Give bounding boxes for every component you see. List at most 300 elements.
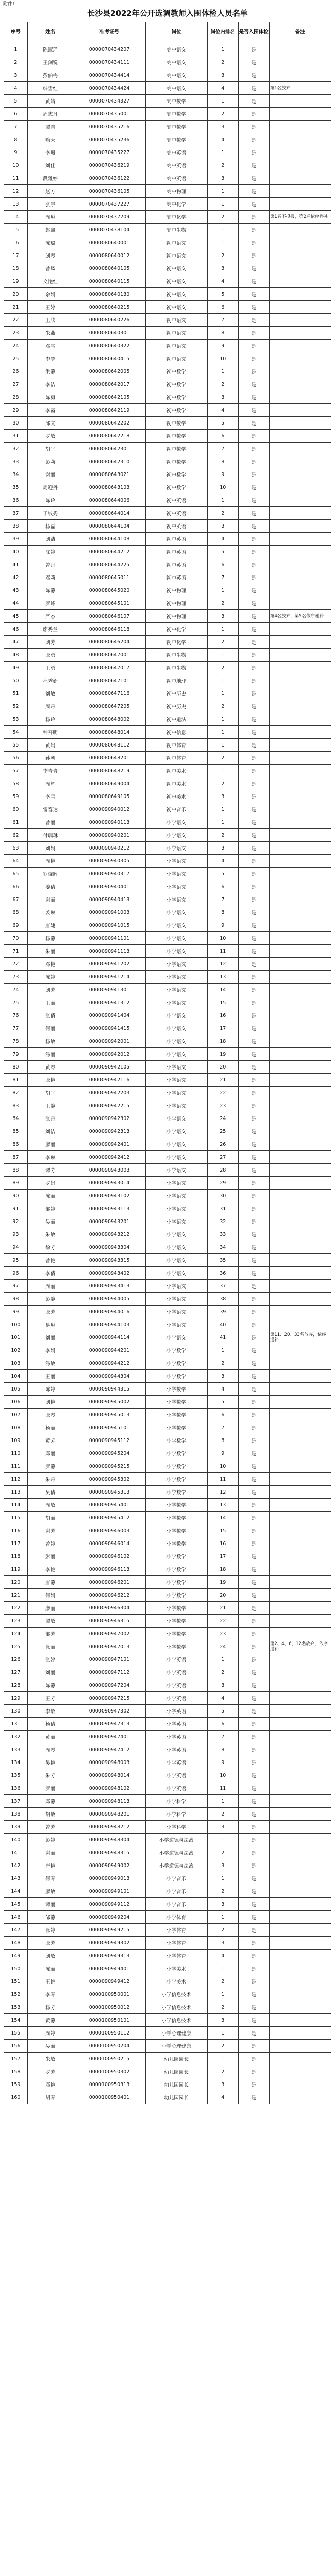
cell-rank: 22 (207, 1087, 238, 1099)
table-row (4, 121, 331, 133)
table-row (4, 146, 331, 159)
cell-remarks (269, 1190, 331, 1202)
cell-shortlisted: 是 (238, 1177, 269, 1190)
cell-exam-id: 0000090949302 (73, 1937, 145, 1950)
cell-rank: 10 (207, 1769, 238, 1782)
cell-index: 23 (4, 327, 28, 340)
cell-name: 杨芳 (27, 2001, 73, 2014)
cell-rank: 2 (207, 636, 238, 649)
cell-shortlisted: 是 (238, 121, 269, 133)
cell-position: 高中物理 (145, 185, 207, 198)
cell-exam-id: 0000090946212 (73, 1589, 145, 1602)
cell-remarks (269, 404, 331, 417)
cell-position: 初中英语 (145, 546, 207, 558)
cell-rank: 1 (207, 649, 238, 662)
table-body (4, 43, 331, 2104)
table-row (4, 1022, 331, 1035)
table-row (4, 1782, 331, 1795)
cell-remarks (269, 468, 331, 481)
cell-position: 小学数学 (145, 1589, 207, 1602)
table-row (4, 1473, 331, 1486)
cell-position: 初中音乐 (145, 803, 207, 816)
cell-index: 37 (4, 507, 28, 520)
cell-shortlisted: 是 (238, 996, 269, 1009)
cell-index: 57 (4, 765, 28, 777)
cell-remarks (269, 1808, 331, 1821)
cell-position: 小学数学 (145, 1434, 207, 1447)
cell-rank: 3 (207, 790, 238, 803)
cell-position: 小学语文 (145, 1293, 207, 1306)
cell-remarks (269, 507, 331, 520)
table-row (4, 1035, 331, 1048)
cell-shortlisted: 是 (238, 1138, 269, 1151)
cell-remarks (269, 558, 331, 571)
cell-position: 小学英语 (145, 1743, 207, 1756)
cell-position: 小学科学 (145, 1821, 207, 1834)
cell-rank: 2 (207, 1357, 238, 1370)
cell-exam-id: 0000090941113 (73, 945, 145, 958)
cell-rank: 2 (207, 1924, 238, 1937)
cell-index: 72 (4, 958, 28, 971)
cell-shortlisted: 是 (238, 56, 269, 69)
cell-index: 128 (4, 1679, 28, 1692)
table-row (4, 1975, 331, 1988)
cell-rank: 8 (207, 906, 238, 919)
cell-position: 小学语文 (145, 1190, 207, 1202)
cell-exam-id: 0000090946201 (73, 1576, 145, 1589)
table-row (4, 777, 331, 790)
cell-index: 129 (4, 1692, 28, 1705)
cell-shortlisted: 是 (238, 198, 269, 211)
cell-index: 45 (4, 610, 28, 623)
cell-name: 周敏 (27, 1499, 73, 1512)
cell-rank: 7 (207, 314, 238, 327)
cell-shortlisted: 是 (238, 752, 269, 765)
cell-name: 洪静 (27, 365, 73, 378)
table-row (4, 1383, 331, 1396)
cell-shortlisted: 是 (238, 1718, 269, 1731)
cell-name: 沈婷 (27, 546, 73, 558)
table-header-row (4, 22, 331, 43)
cell-index: 79 (4, 1048, 28, 1061)
cell-shortlisted: 是 (238, 1331, 269, 1344)
cell-index: 85 (4, 1125, 28, 1138)
cell-shortlisted: 是 (238, 1743, 269, 1756)
cell-name: 黄芳 (27, 1434, 73, 1447)
table-row (4, 1808, 331, 1821)
table-row (4, 996, 331, 1009)
cell-shortlisted: 是 (238, 133, 269, 146)
cell-name: 黄娟 (27, 739, 73, 752)
cell-shortlisted: 是 (238, 1190, 269, 1202)
cell-index: 41 (4, 558, 28, 571)
cell-rank: 5 (207, 1705, 238, 1718)
table-row (4, 1924, 331, 1937)
cell-index: 158 (4, 2065, 28, 2078)
cell-position: 初中历史 (145, 700, 207, 713)
cell-exam-id: 0000080644014 (73, 507, 145, 520)
cell-name: 段雅婷 (27, 172, 73, 185)
cell-position: 初中数学 (145, 378, 207, 391)
cell-name: 刘芳 (27, 984, 73, 996)
cell-position: 小学英语 (145, 1692, 207, 1705)
table-row (4, 674, 331, 687)
cell-exam-id: 0000070438104 (73, 224, 145, 236)
cell-shortlisted: 是 (238, 2027, 269, 2040)
cell-exam-id: 0000070434207 (73, 43, 145, 56)
table-row (4, 249, 331, 262)
cell-shortlisted: 是 (238, 777, 269, 790)
cell-position: 小学数学 (145, 1409, 207, 1421)
cell-name: 朱燕 (27, 327, 73, 340)
cell-position: 小学数学 (145, 1640, 207, 1653)
cell-position: 小学语文 (145, 893, 207, 906)
cell-exam-id: 0000090946014 (73, 1537, 145, 1550)
table-row (4, 1370, 331, 1383)
cell-rank: 13 (207, 971, 238, 984)
cell-name: 唐婕 (27, 919, 73, 932)
cell-shortlisted: 是 (238, 236, 269, 249)
cell-rank: 3 (207, 1821, 238, 1834)
cell-position: 小学语文 (145, 958, 207, 971)
cell-position: 小学英语 (145, 1653, 207, 1666)
cell-rank: 1 (207, 494, 238, 507)
cell-remarks (269, 1177, 331, 1190)
table-row (4, 649, 331, 662)
cell-rank: 19 (207, 1576, 238, 1589)
table-row (4, 752, 331, 765)
cell-index: 100 (4, 1318, 28, 1331)
cell-remarks (269, 1473, 331, 1486)
cell-index: 34 (4, 468, 28, 481)
cell-index: 58 (4, 777, 28, 790)
cell-position: 小学语文 (145, 1228, 207, 1241)
cell-rank: 3 (207, 262, 238, 275)
cell-name: 胡平 (27, 1087, 73, 1099)
cell-index: 122 (4, 1602, 28, 1615)
cell-position: 小学数学 (145, 1628, 207, 1640)
cell-remarks (269, 108, 331, 121)
cell-exam-id: 0000090946304 (73, 1602, 145, 1615)
cell-exam-id: 0000080647017 (73, 662, 145, 674)
cell-position: 小学语文 (145, 1125, 207, 1138)
cell-index: 32 (4, 443, 28, 455)
cell-remarks (269, 1061, 331, 1074)
cell-shortlisted: 是 (238, 584, 269, 597)
table-row (4, 301, 331, 314)
cell-index: 152 (4, 1988, 28, 2001)
cell-position: 小学语文 (145, 816, 207, 829)
cell-name: 吴丽 (27, 2040, 73, 2053)
cell-name: 罗芳 (27, 2065, 73, 2078)
cell-index: 49 (4, 662, 28, 674)
cell-rank: 3 (207, 172, 238, 185)
cell-index: 151 (4, 1975, 28, 1988)
cell-rank: 17 (207, 1550, 238, 1563)
cell-remarks (269, 1537, 331, 1550)
cell-remarks (269, 765, 331, 777)
cell-remarks (269, 855, 331, 868)
cell-name: 于纹秀 (27, 507, 73, 520)
cell-index: 70 (4, 932, 28, 945)
cell-name: 刘敏 (27, 687, 73, 700)
cell-shortlisted: 是 (238, 1370, 269, 1383)
cell-index: 148 (4, 1937, 28, 1950)
table-row (4, 340, 331, 352)
cell-remarks (269, 984, 331, 996)
table-row (4, 1537, 331, 1550)
cell-remarks (269, 636, 331, 649)
cell-shortlisted: 是 (238, 1396, 269, 1409)
cell-rank: 2 (207, 829, 238, 842)
cell-rank: 5 (207, 288, 238, 301)
cell-rank: 1 (207, 1988, 238, 2001)
cell-shortlisted: 是 (238, 1151, 269, 1164)
cell-name: 姜倩 (27, 880, 73, 893)
cell-position: 小学数学 (145, 1499, 207, 1512)
cell-remarks (269, 996, 331, 1009)
cell-name: 姜琳 (27, 906, 73, 919)
cell-index: 106 (4, 1396, 28, 1409)
cell-remarks (269, 945, 331, 958)
table-row (4, 43, 331, 56)
cell-index: 43 (4, 584, 28, 597)
cell-remarks (269, 494, 331, 507)
cell-index: 91 (4, 1202, 28, 1215)
cell-name: 胡丽 (27, 1512, 73, 1524)
cell-exam-id: 0000090945401 (73, 1499, 145, 1512)
cell-remarks (269, 1962, 331, 1975)
cell-shortlisted: 是 (238, 1524, 269, 1537)
cell-name: 胡敏 (27, 1808, 73, 1821)
cell-exam-id: 0000070435216 (73, 121, 145, 133)
cell-rank: 2 (207, 211, 238, 224)
cell-shortlisted: 是 (238, 1486, 269, 1499)
table-row (4, 455, 331, 468)
cell-remarks (269, 365, 331, 378)
cell-shortlisted: 是 (238, 687, 269, 700)
table-row (4, 880, 331, 893)
table-row (4, 1215, 331, 1228)
cell-index: 120 (4, 1576, 28, 1589)
cell-index: 134 (4, 1756, 28, 1769)
table-row (4, 945, 331, 958)
cell-index: 6 (4, 108, 28, 121)
cell-name: 张倩 (27, 1009, 73, 1022)
table-row (4, 1447, 331, 1460)
cell-exam-id: 0000080640012 (73, 249, 145, 262)
table-row (4, 1357, 331, 1370)
cell-remarks (269, 1421, 331, 1434)
cell-exam-id: 0000090940201 (73, 829, 145, 842)
cell-remarks (269, 481, 331, 494)
cell-remarks (269, 2078, 331, 2091)
table-row (4, 108, 331, 121)
cell-position: 小学心理健康 (145, 2040, 207, 2053)
cell-index: 2 (4, 56, 28, 69)
table-row (4, 211, 331, 224)
cell-name: 汤丽 (27, 1048, 73, 1061)
cell-name: 刘佳 (27, 159, 73, 172)
cell-rank: 1 (207, 198, 238, 211)
cell-position: 高中语文 (145, 82, 207, 95)
cell-rank: 1 (207, 1911, 238, 1924)
cell-name: 邱文 (27, 417, 73, 430)
cell-shortlisted: 是 (238, 803, 269, 816)
cell-position: 小学语文 (145, 1035, 207, 1048)
attachment-label: 附件1 (3, 2, 15, 7)
cell-index: 97 (4, 1280, 28, 1293)
table-row (4, 430, 331, 443)
cell-exam-id: 0000090945112 (73, 1434, 145, 1447)
cell-name: 陈静 (27, 584, 73, 597)
cell-remarks (269, 1782, 331, 1795)
cell-exam-id: 0000080644006 (73, 494, 145, 507)
cell-remarks (269, 262, 331, 275)
cell-rank: 1 (207, 146, 238, 159)
cell-index: 64 (4, 855, 28, 868)
cell-index: 74 (4, 984, 28, 996)
cell-remarks (269, 159, 331, 172)
table-row (4, 2078, 331, 2091)
table-row (4, 893, 331, 906)
cell-name: 胡琴 (27, 2091, 73, 2104)
table-row (4, 1190, 331, 1202)
cell-shortlisted: 是 (238, 1911, 269, 1924)
cell-remarks (269, 1937, 331, 1950)
table-row (4, 1164, 331, 1177)
cell-shortlisted: 是 (238, 1692, 269, 1705)
cell-exam-id: 0000090943402 (73, 1267, 145, 1280)
cell-rank: 30 (207, 1190, 238, 1202)
cell-index: 40 (4, 546, 28, 558)
cell-exam-id: 0000080644104 (73, 520, 145, 533)
cell-rank: 15 (207, 1524, 238, 1537)
cell-name: 谭敏 (27, 1615, 73, 1628)
table-row (4, 352, 331, 365)
cell-shortlisted: 是 (238, 301, 269, 314)
cell-exam-id: 0000090943113 (73, 1202, 145, 1215)
table-row (4, 1756, 331, 1769)
cell-shortlisted: 是 (238, 1473, 269, 1486)
cell-position: 小学语文 (145, 829, 207, 842)
table-row (4, 1009, 331, 1022)
table-row (4, 1524, 331, 1537)
cell-rank: 2 (207, 378, 238, 391)
cell-name: 周琴 (27, 1743, 73, 1756)
cell-name: 廖秀兰 (27, 623, 73, 636)
cell-shortlisted: 是 (238, 340, 269, 352)
cell-exam-id: 0000090949101 (73, 1885, 145, 1898)
cell-shortlisted: 是 (238, 558, 269, 571)
cell-name: 彭婷 (27, 1834, 73, 1846)
cell-rank: 1 (207, 765, 238, 777)
cell-remarks (269, 1602, 331, 1615)
cell-position: 小学语文 (145, 1215, 207, 1228)
cell-shortlisted: 是 (238, 1099, 269, 1112)
cell-shortlisted: 是 (238, 1950, 269, 1962)
cell-remarks (269, 880, 331, 893)
cell-remarks (269, 1885, 331, 1898)
cell-rank: 1 (207, 803, 238, 816)
cell-remarks (269, 69, 331, 82)
cell-remarks (269, 520, 331, 533)
table-row (4, 932, 331, 945)
cell-index: 145 (4, 1898, 28, 1911)
cell-shortlisted: 是 (238, 1357, 269, 1370)
cell-remarks (269, 224, 331, 236)
cell-name: 吴倩 (27, 1486, 73, 1499)
cell-index: 16 (4, 236, 28, 249)
cell-exam-id: 0000080643021 (73, 468, 145, 481)
cell-rank: 1 (207, 1962, 238, 1975)
cell-remarks (269, 971, 331, 984)
cell-index: 144 (4, 1885, 28, 1898)
cell-shortlisted: 是 (238, 249, 269, 262)
cell-name: 邓莉 (27, 571, 73, 584)
cell-position: 小学数学 (145, 1512, 207, 1524)
cell-shortlisted: 是 (238, 1679, 269, 1692)
cell-shortlisted: 是 (238, 1009, 269, 1022)
cell-exam-id: 0000080646204 (73, 636, 145, 649)
cell-index: 90 (4, 1190, 28, 1202)
cell-rank: 3 (207, 2078, 238, 2091)
cell-rank: 2 (207, 108, 238, 121)
cell-shortlisted: 是 (238, 2040, 269, 2053)
table-row (4, 1846, 331, 1859)
cell-exam-id: 0000080642310 (73, 455, 145, 468)
cell-exam-id: 0000090942012 (73, 1048, 145, 1061)
cell-position: 小学美术 (145, 1962, 207, 1975)
cell-shortlisted: 是 (238, 1293, 269, 1306)
cell-name: 刘敏 (27, 1950, 73, 1962)
cell-name: 黄琴 (27, 1061, 73, 1074)
cell-remarks (269, 1950, 331, 1962)
table-row (4, 1834, 331, 1846)
cell-rank: 2 (207, 2040, 238, 2053)
cell-remarks (269, 1022, 331, 1035)
cell-rank: 18 (207, 1035, 238, 1048)
cell-shortlisted: 是 (238, 1924, 269, 1937)
table-row (4, 1409, 331, 1421)
cell-remarks (269, 1357, 331, 1370)
cell-shortlisted: 是 (238, 919, 269, 932)
table-row (4, 546, 331, 558)
cell-remarks (269, 288, 331, 301)
cell-index: 132 (4, 1731, 28, 1743)
cell-name: 杜秀娟 (27, 674, 73, 687)
cell-name: 杨敏 (27, 1035, 73, 1048)
cell-rank: 21 (207, 1074, 238, 1087)
cell-exam-id: 0000100950012 (73, 2001, 145, 2014)
cell-remarks (269, 2014, 331, 2027)
cell-name: 赵方 (27, 185, 73, 198)
cell-index: 137 (4, 1795, 28, 1808)
cell-rank: 1 (207, 2053, 238, 2065)
cell-position: 初中道法 (145, 713, 207, 726)
cell-shortlisted: 是 (238, 1576, 269, 1589)
cell-rank: 12 (207, 958, 238, 971)
table-row (4, 404, 331, 417)
cell-name: 李青青 (27, 765, 73, 777)
cell-exam-id: 0000090943304 (73, 1241, 145, 1254)
cell-exam-id: 0000090946102 (73, 1550, 145, 1563)
cell-exam-id: 0000100950001 (73, 1988, 145, 2001)
cell-remarks (269, 1666, 331, 1679)
cell-position: 高中语文 (145, 43, 207, 56)
cell-shortlisted: 是 (238, 2078, 269, 2091)
cell-rank: 4 (207, 133, 238, 146)
